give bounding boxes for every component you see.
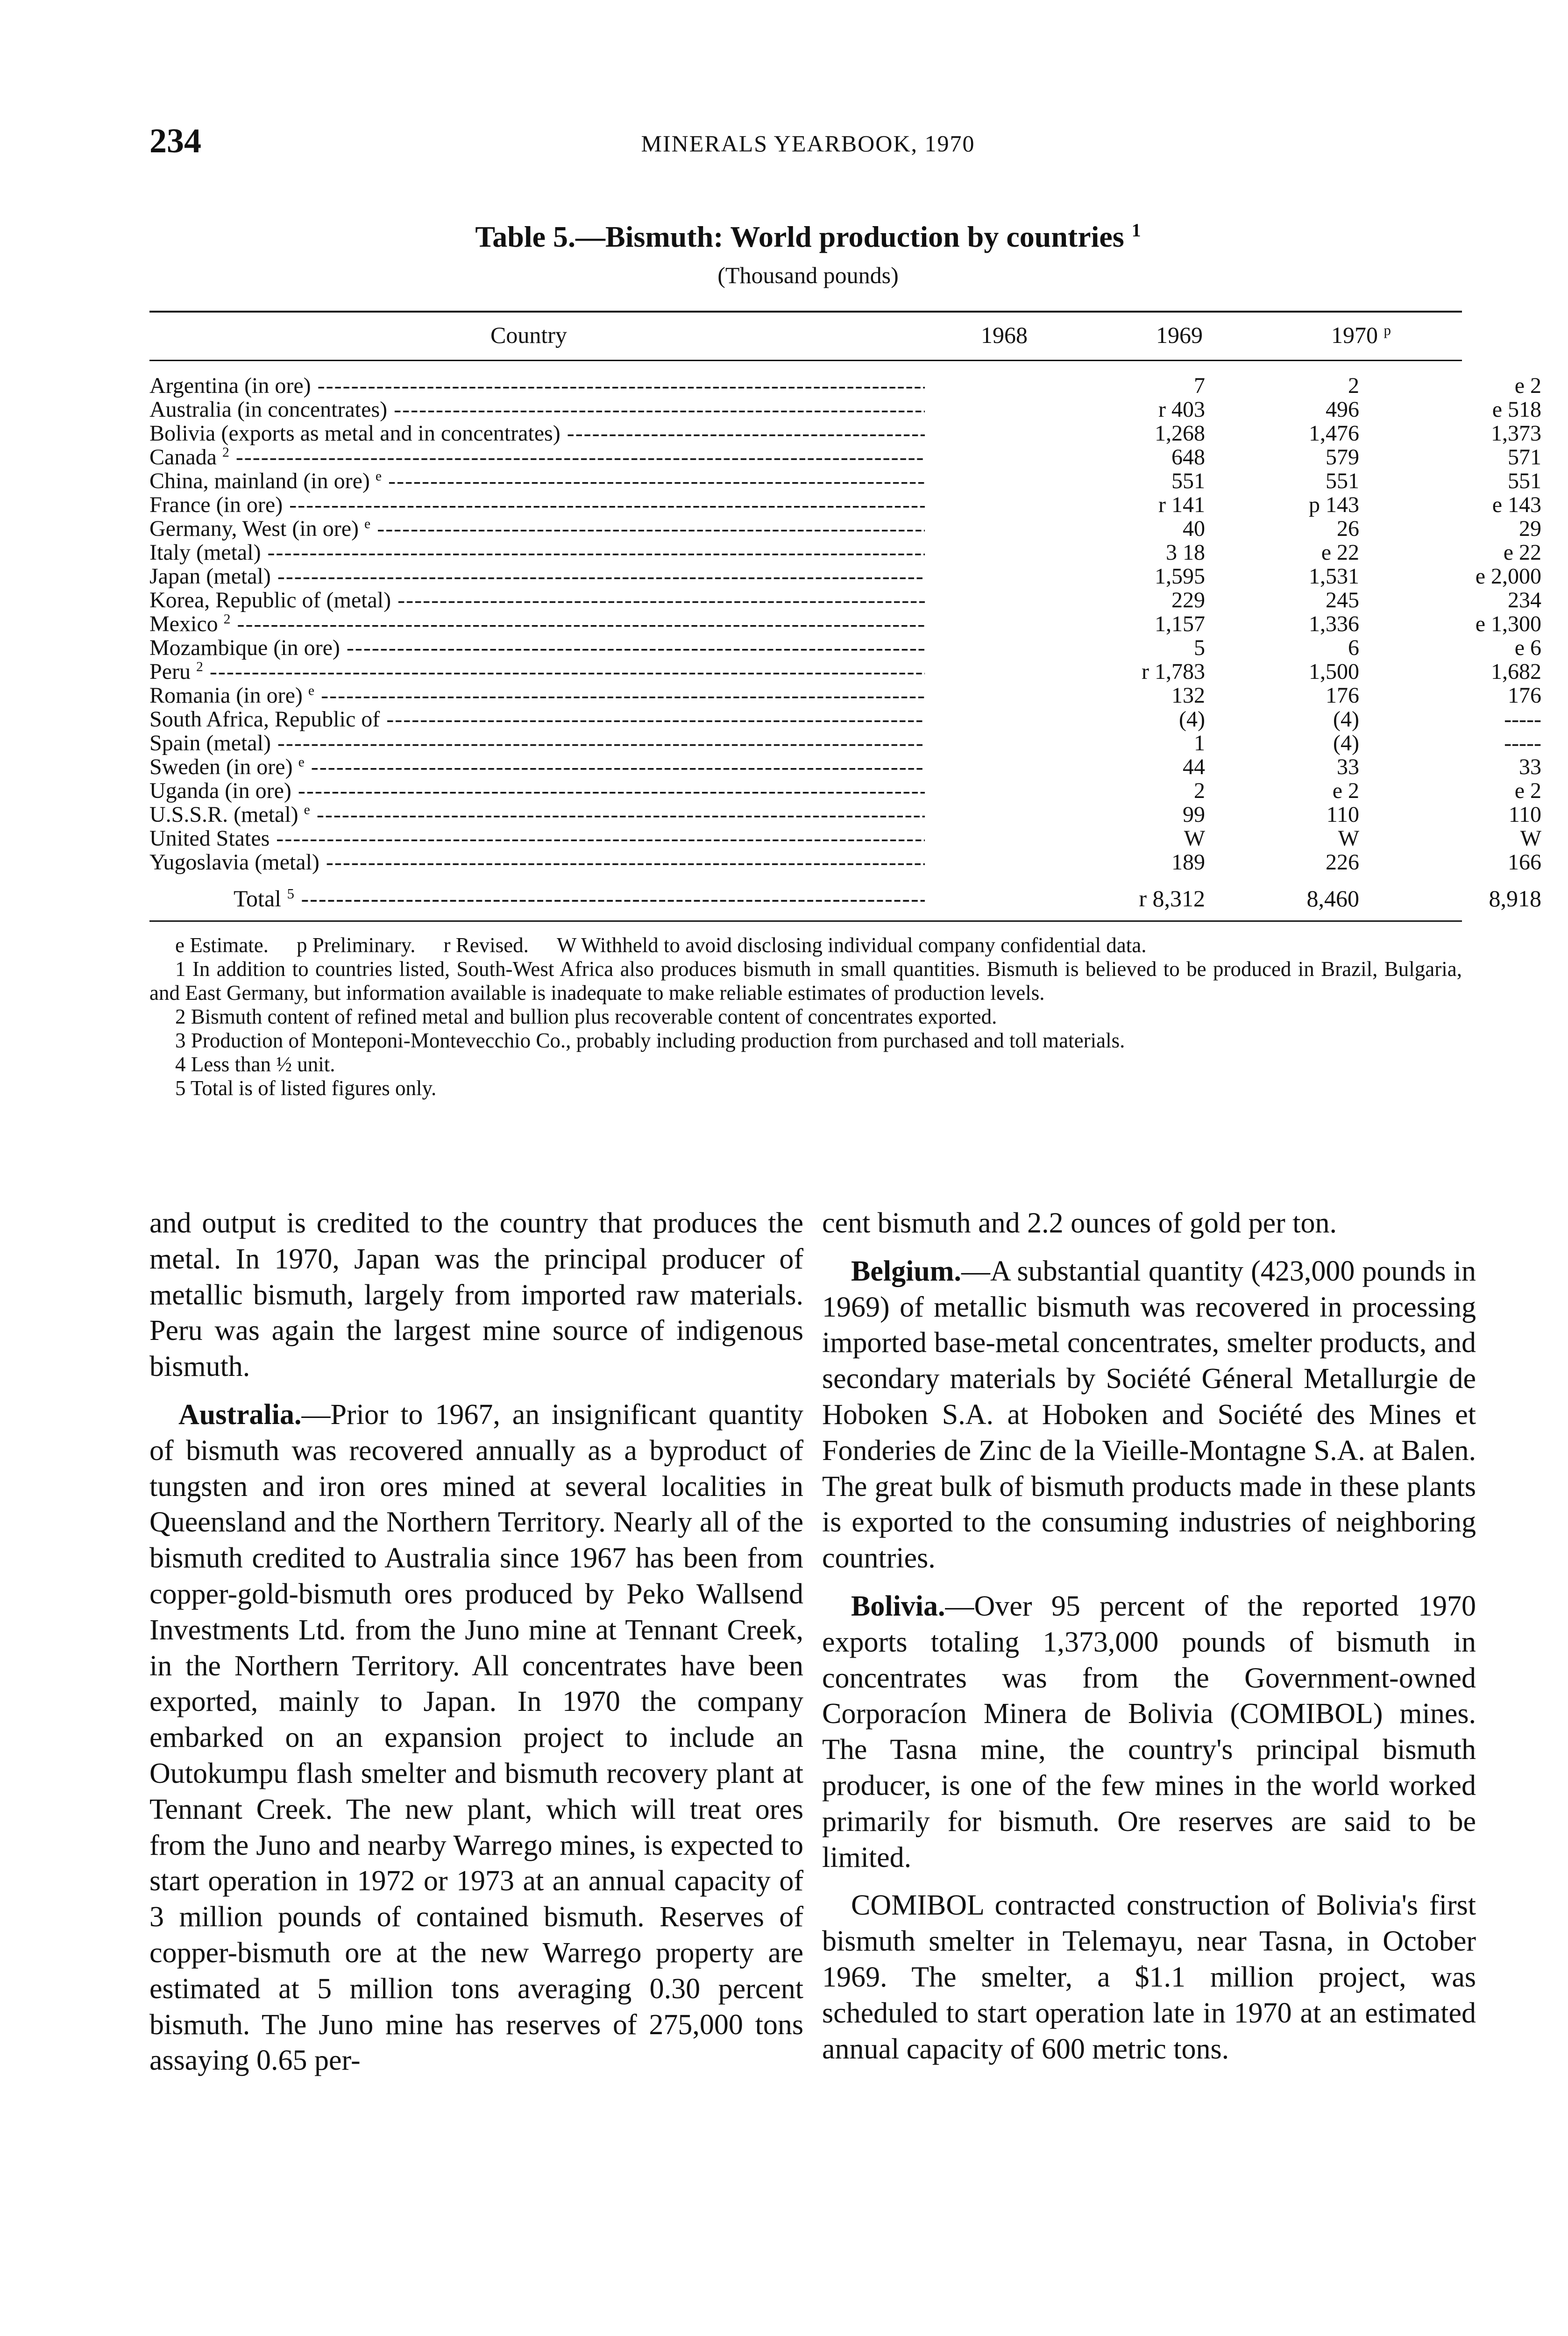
- table-row: [149, 373, 1541, 398]
- value-1970: 551: [1508, 469, 1541, 493]
- country-note: 2: [222, 445, 229, 460]
- table-row: [149, 755, 1541, 779]
- legend-withheld: W Withheld to avoid disclosing individual company confidential data.: [556, 933, 1147, 957]
- value-1970: 29: [1519, 516, 1541, 541]
- table-row: [149, 516, 1541, 541]
- table-body: [149, 373, 1541, 875]
- table-top-rule: [149, 311, 1462, 313]
- value-1970: 234: [1508, 588, 1541, 612]
- value-1970: 571: [1508, 445, 1541, 470]
- value-1970: e 6: [1514, 635, 1541, 660]
- value-1969: 2: [1348, 373, 1359, 398]
- footnote-1: 1 In addition to countries listed, South-West Africa also produces bismuth in small quantities. Bismuth is believed to be produced in Brazil, Bulgaria, and East Germany, but information available is inadequate to make reliable estimates of production levels.: [149, 957, 1462, 1004]
- country-cell: Bolivia (exports as metal and in concentrates) -----: [149, 421, 925, 445]
- value-1969: 176: [1326, 683, 1359, 708]
- value-1969: W: [1338, 826, 1359, 851]
- bolivia-text: —Over 95 percent of the reported 1970 exports totaling 1,373,000 pounds of bismuth in concentrates was from the Government-owned Corporacíon Minera de Bolivia (COMIBOL) mines. The Tasna mine, the country's principal bismuth producer, is one of the few mines in the world worked primarily for bismuth. Ore reserves are said to be limited.: [822, 1590, 1476, 1873]
- value-1969: e 22: [1321, 540, 1359, 565]
- table-row: [149, 802, 1541, 827]
- country-cell: Spain (metal) -----: [149, 731, 925, 755]
- value-1970: 176: [1508, 683, 1541, 708]
- table-row: [149, 635, 1541, 660]
- table-row: [149, 540, 1541, 565]
- value-1970: e 2: [1514, 373, 1541, 398]
- table-footnotes: [149, 933, 1462, 1100]
- table-title: [149, 220, 1467, 254]
- value-1969: 1,531: [1309, 564, 1359, 589]
- table-row: [149, 826, 1541, 851]
- table-row: [149, 588, 1541, 612]
- value-1970: 166: [1508, 850, 1541, 875]
- belgium-text: —A substantial quantity (423,000 pounds in 1969) of metallic bismuth was recovered in processing imported base-metal concentrates, smelter products, and secondary materials by Société Géneral Metallurgie de Hoboken S.A. at Hoboken and Société des Mines et Fonderies de Zinc de la Vieille-Montagne S.A. at Balen. The great bulk of bismuth products made in these plants is exported to the consuming industries of neighboring countries.: [822, 1255, 1476, 1574]
- country-cell: Uganda (in ore) -----: [149, 779, 925, 803]
- country-cell: China, mainland (in ore) $^e$ -----: [149, 469, 925, 493]
- value-1969: 496: [1326, 397, 1359, 422]
- total-1968: r 8,312: [1139, 885, 1205, 912]
- value-1968: 189: [1171, 850, 1205, 875]
- value-1968: 1: [1194, 731, 1205, 755]
- value-1969: e 2: [1332, 778, 1359, 803]
- footnote-3: 3 Production of Monteponi-Montevecchio Co., probably including production from purchased and toll materials.: [175, 1029, 1125, 1052]
- table-row: [149, 445, 1541, 470]
- value-1968: 40: [1183, 516, 1205, 541]
- belgium-heading: Belgium.: [851, 1255, 961, 1287]
- table-row: [149, 612, 1541, 636]
- page-number: 234: [149, 122, 201, 160]
- country-cell: Japan (metal) -----: [149, 564, 925, 588]
- column-header-1970-year: 1970: [1331, 322, 1378, 348]
- country-note: 2: [223, 612, 231, 627]
- value-1968: 1,595: [1155, 564, 1205, 589]
- country-cell: Peru $^2$ -----: [149, 660, 925, 684]
- country-cell: Australia (in concentrates) -----: [149, 398, 925, 421]
- body-right-column: [822, 1205, 1476, 2079]
- value-1969: 551: [1326, 469, 1359, 493]
- value-1968: 2: [1194, 778, 1205, 803]
- value-1968: 7: [1194, 373, 1205, 398]
- value-1969: p 143: [1309, 492, 1359, 517]
- value-1968: 551: [1171, 469, 1205, 493]
- intro-paragraph: and output is credited to the country that produces the metal. In 1970, Japan was the principal producer of metallic bismuth, largely from imported raw materials. Peru was again the largest mine source of indigenous bismuth.: [149, 1207, 803, 1383]
- country-note: e: [304, 803, 310, 818]
- value-1968: (4): [1179, 707, 1205, 732]
- country-cell: Mozambique (in ore) -----: [149, 636, 925, 660]
- value-1970: e 2: [1514, 778, 1541, 803]
- country-cell: United States -----: [149, 826, 925, 850]
- value-1970: 110: [1508, 802, 1541, 827]
- country-cell: Canada $^2$ -----: [149, 445, 925, 469]
- column-header-1968: 1968: [981, 322, 1028, 348]
- australia-paragraph: [149, 1397, 803, 2079]
- table-row: [149, 659, 1541, 684]
- country-cell: Mexico $^2$ -----: [149, 612, 925, 636]
- total-1969: 8,460: [1306, 885, 1359, 912]
- column-header-1970: [1331, 321, 1391, 349]
- country-cell: U.S.S.R. (metal) $^e$ -----: [149, 803, 925, 826]
- value-1968: 3 18: [1166, 540, 1205, 565]
- table-row: [149, 731, 1541, 755]
- table-bottom-rule: [149, 920, 1462, 922]
- table-row: [149, 421, 1541, 446]
- comibol-paragraph: COMIBOL contracted construction of Bolivia's first bismuth smelter in Telemayu, near Tasna, in October 1969. The smelter, a $1.1 million project, was scheduled to start operation late in 1970 at an estimated annual capacity of 600 metric tons.: [822, 1889, 1476, 2065]
- value-1969: (4): [1333, 731, 1359, 755]
- value-1969: 245: [1326, 588, 1359, 612]
- value-1968: W: [1184, 826, 1205, 851]
- value-1970: -----: [1504, 731, 1541, 755]
- value-1968: 44: [1183, 755, 1205, 779]
- value-1970: e 2,000: [1475, 564, 1541, 589]
- value-1969: 26: [1337, 516, 1359, 541]
- country-cell: Romania (in ore) $^e$ -----: [149, 684, 925, 707]
- footnote-4: 4 Less than ½ unit.: [175, 1053, 335, 1076]
- country-note: e: [298, 755, 305, 770]
- australia-heading: Australia.: [178, 1398, 302, 1431]
- country-cell: Korea, Republic of (metal) -----: [149, 588, 925, 612]
- value-1969: 1,476: [1309, 421, 1359, 446]
- country-cell: Yugoslavia (metal) -----: [149, 850, 925, 874]
- page-header: [149, 121, 1467, 173]
- value-1970: e 22: [1503, 540, 1541, 565]
- table-title-text: Table 5.—Bismuth: World production by countries: [475, 220, 1124, 253]
- column-header-country: Country: [490, 322, 567, 348]
- table-unit: (Thousand pounds): [717, 262, 899, 288]
- body-left-column: [149, 1205, 803, 2091]
- value-1968: 648: [1171, 445, 1205, 470]
- running-head: MINERALS YEARBOOK, 1970: [641, 130, 975, 157]
- value-1968: 1,268: [1155, 421, 1205, 446]
- value-1970: e 1,300: [1475, 612, 1541, 636]
- value-1969: 1,500: [1309, 659, 1359, 684]
- value-1970: 1,682: [1491, 659, 1541, 684]
- table-total-row: [149, 884, 1541, 912]
- value-1969: 6: [1348, 635, 1359, 660]
- value-1968: 132: [1171, 683, 1205, 708]
- continued-paragraph: cent bismuth and 2.2 ounces of gold per ton.: [822, 1207, 1337, 1239]
- value-1970: 1,373: [1491, 421, 1541, 446]
- belgium-paragraph: [822, 1253, 1476, 1576]
- value-1970: W: [1520, 826, 1541, 851]
- footnote-2: 2 Bismuth content of refined metal and bullion plus recoverable content of concentrates exported.: [175, 1005, 997, 1028]
- column-header-1969: 1969: [1156, 322, 1203, 348]
- bolivia-paragraph: [822, 1588, 1476, 1875]
- value-1968: 1,157: [1155, 612, 1205, 636]
- table-row: [149, 492, 1541, 517]
- value-1969: 579: [1326, 445, 1359, 470]
- table-row: [149, 683, 1541, 708]
- country-note: e: [364, 517, 371, 532]
- value-1970: e 518: [1492, 397, 1541, 422]
- country-cell: Italy (metal) -----: [149, 541, 925, 564]
- value-1968: r 403: [1158, 397, 1205, 422]
- legend-revised: r Revised.: [443, 933, 529, 957]
- table-row: [149, 469, 1541, 493]
- table-row: [149, 778, 1541, 803]
- value-1969: 226: [1326, 850, 1359, 875]
- country-cell: South Africa, Republic of -----: [149, 707, 925, 731]
- value-1970: 33: [1519, 755, 1541, 779]
- legend-preliminary: p Preliminary.: [296, 933, 416, 957]
- table-row: [149, 707, 1541, 732]
- legend-estimate: e Estimate.: [175, 933, 269, 957]
- value-1968: 229: [1171, 588, 1205, 612]
- value-1969: 1,336: [1309, 612, 1359, 636]
- column-header-1970-note: p: [1384, 321, 1391, 338]
- value-1969: (4): [1333, 707, 1359, 732]
- country-cell: Argentina (in ore) -----: [149, 374, 925, 398]
- country-cell: Germany, West (in ore) $^e$ -----: [149, 517, 925, 541]
- table-row: [149, 397, 1541, 422]
- total-label: Total $^5$ -----: [234, 884, 925, 912]
- value-1970: -----: [1504, 707, 1541, 732]
- australia-text: —Prior to 1967, an insignificant quantity of bismuth was recovered annually as a byproduct of tungsten and iron ores mined at several localities in Queensland and the Northern Territory. Nearly all of the bismuth credited to Australia since 1967 has been from copper-gold-bismuth ores produced by Peko Wallsend Investments Ltd. from the Juno mine at Tennant Creek, in the Northern Territory. All concentrates have been exported, mainly to Japan. In 1970 the company embarked on an expansion project to include an Outokumpu flash smelter and bismuth recovery plant at Tennant Creek. The new plant, which will treat ores from the Juno and nearby Warrego mines, is expected to start operation in 1972 or 1973 at an annual capacity of 3 million pounds of contained bismuth. Reserves of copper-bismuth ore at the new Warrego property are estimated at 5 million tons averaging 0.30 percent bismuth. The Juno mine has reserves of 275,000 tons assaying 0.65 per-: [149, 1398, 803, 2077]
- value-1968: r 1,783: [1142, 659, 1205, 684]
- value-1969: 33: [1337, 755, 1359, 779]
- footnote-legend: [149, 933, 1462, 957]
- value-1968: 99: [1183, 802, 1205, 827]
- country-note: e: [308, 684, 315, 698]
- table-title-note: 1: [1131, 220, 1141, 241]
- country-note: e: [375, 469, 382, 484]
- country-cell: France (in ore) -----: [149, 493, 925, 517]
- bolivia-heading: Bolivia.: [851, 1590, 945, 1622]
- total-1970: 8,918: [1489, 885, 1541, 912]
- table-header-rule: [149, 360, 1462, 361]
- value-1970: e 143: [1492, 492, 1541, 517]
- table-row: [149, 850, 1541, 875]
- value-1969: 110: [1326, 802, 1359, 827]
- table-row: [149, 564, 1541, 589]
- value-1968: 5: [1194, 635, 1205, 660]
- country-cell: Sweden (in ore) $^e$ -----: [149, 755, 925, 779]
- country-note: 2: [196, 660, 203, 675]
- footnote-5: 5 Total is of listed figures only.: [175, 1076, 437, 1100]
- value-1968: r 141: [1158, 492, 1205, 517]
